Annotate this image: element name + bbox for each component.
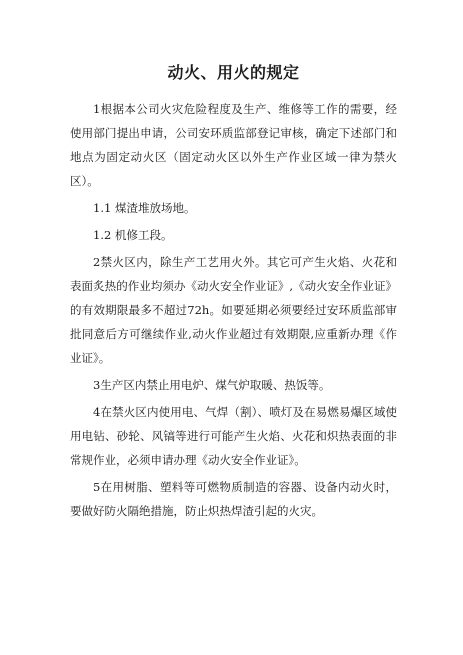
paragraph-2: 2禁火区内，除生产工艺用火外。其它可产生火焰、火花和表面炙热的作业均须办《动火安全作业证》,《动火安全作业证》的有效期限最多不超过72h。如要延期必须要经过安环质监部审批同意后方可继续作业,动火作业超过有效期限,应重新办理《作业证》。 [70, 255, 397, 365]
paragraph-5: 5在用树脂、塑料等可燃物质制造的容器、设备内动火时，要做好防火隔绝措施，防止炽热焊渣引起的火灾。 [70, 480, 397, 518]
document-title: 动火、用火的规定 [167, 63, 300, 82]
paragraph-1-1: 1.1 煤渣堆放场地。 [93, 201, 196, 215]
document-page [70, 60, 397, 526]
paragraph-1-2: 1.2 机修工段。 [93, 228, 173, 242]
paragraph-3: 3生产区内禁止用电炉、煤气炉取暖、热饭等。 [93, 378, 331, 392]
paragraph-4: 4在禁火区内使用电、气焊（割）、喷灯及在易燃易爆区域使用电钻、砂轮、风镐等进行可能产生火焰、火花和炽热表面的非常规作业，必须申请办理《动火安全作业证》。 [70, 405, 397, 467]
paragraph-1: 1根据本公司火灾危险程度及生产、维修等工作的需要，经使用部门提出申请，公司安环质监部登记审核，确定下述部门和地点为固定动火区（固定动火区以外生产作业区域一律为禁火区）。 [70, 102, 397, 188]
